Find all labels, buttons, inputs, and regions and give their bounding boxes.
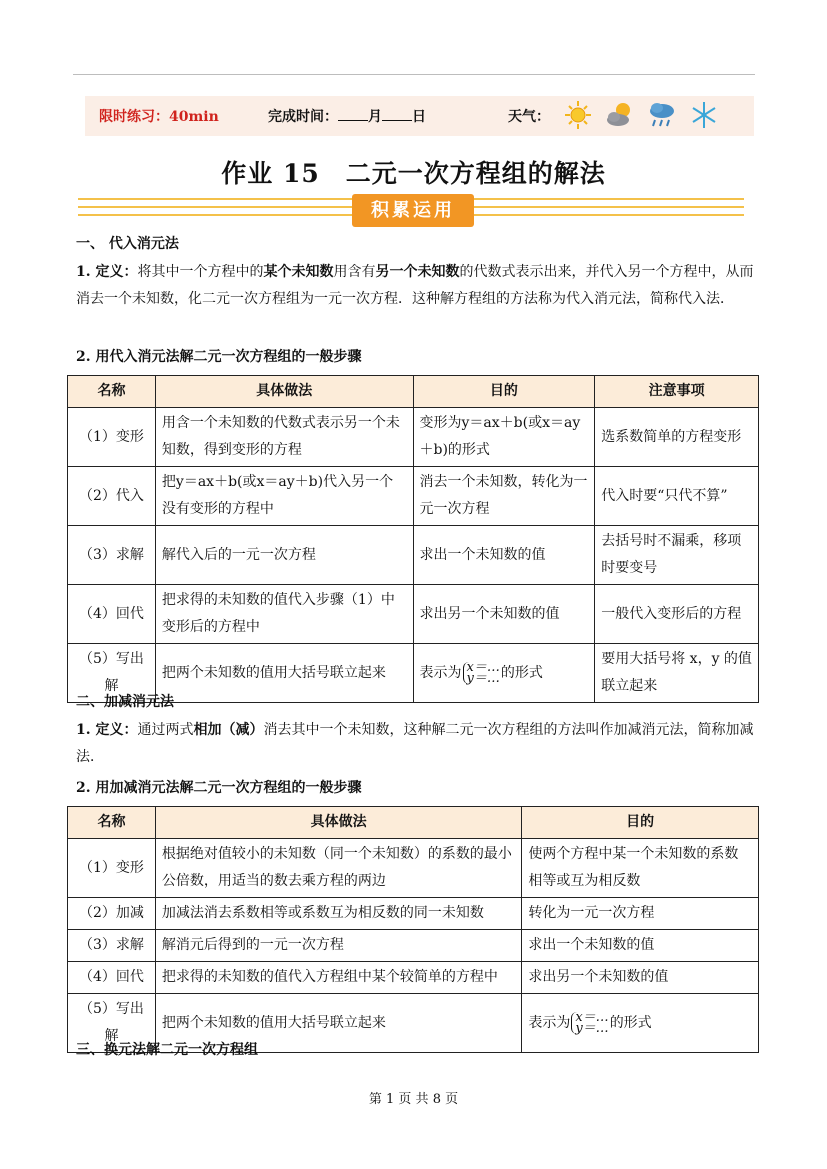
brace-system: x＝… y＝… xyxy=(571,1012,608,1034)
table-header-row: 名称 具体做法 目的 注意事项 xyxy=(68,376,759,408)
table-row: （2）加减 加减法消去系数相等或系数互为相反数的同一未知数 转化为一元一次方程 xyxy=(68,898,759,930)
month-blank xyxy=(338,106,368,121)
partly-cloudy-icon xyxy=(604,98,636,132)
solution-form-cell: 表示为 x＝… y＝…的形式 xyxy=(413,644,595,703)
sunny-icon xyxy=(562,98,594,132)
table-row: （3）求解 解代入后的一元一次方程 求出一个未知数的值 去括号时不漏乘，移项时要变号 xyxy=(68,526,759,585)
substitution-steps-table xyxy=(67,375,759,703)
page-footer: 第 1 页 共 8 页 xyxy=(368,1092,459,1107)
time-limit: 限时练习：40min xyxy=(99,109,219,125)
weather-label: 天气： xyxy=(508,109,550,125)
table-row: （1）变形 根据绝对值较小的未知数（同一个未知数）的系数的最小公倍数，用适当的数去乘方程的两边 使两个方程中某一个未知数的系数相等或互为相反数 xyxy=(68,839,759,898)
table-row: （4）回代 把求得的未知数的值代入步骤（1）中变形后的方程中 求出另一个未知数的值 一般代入变形后的方程 xyxy=(68,585,759,644)
section1-definition: 1. 定义：将其中一个方程中的某个未知数用含有另一个未知数的代数式表示出来，并代入另一个方程中，从而消去一个未知数，化二元一次方程组为一元一次方程．这种解方程组的方法称为代入消元法，简称代入法． xyxy=(76,264,754,307)
page-title: 作业 15 二元一次方程组的解法 xyxy=(221,159,606,188)
day-blank xyxy=(382,106,412,121)
snowflake-icon xyxy=(688,98,720,132)
table-row: （5）写出解 把两个未知数的值用大括号联立起来 表示为 x＝… y＝…的形式 xyxy=(68,994,759,1053)
section1-heading: 一、 代入消元法 xyxy=(76,236,179,252)
table-header-row: 名称 具体做法 目的 xyxy=(68,807,759,839)
top-rule xyxy=(73,74,755,75)
practice-banner xyxy=(85,96,754,136)
section2-definition: 1. 定义：通过两式相加（减）消去其中一个未知数，这种解二元一次方程组的方法叫作加减消元法，简称加减法． xyxy=(76,722,754,765)
table-row: （2）代入 把y＝ax＋b(或x＝ay＋b)代入另一个没有变形的方程中 消去一个未知数，转化为一元一次方程 代入时要“只代不算” xyxy=(68,467,759,526)
section-badge: 积累运用 xyxy=(352,194,474,227)
section2-heading: 二、加减消元法 xyxy=(76,694,174,710)
completion-time: 完成时间： 月 日 xyxy=(268,106,426,126)
table-row: （3）求解 解消元后得到的一元一次方程 求出一个未知数的值 xyxy=(68,930,759,962)
section3-heading: 三、换元法解二元一次方程组 xyxy=(76,1042,258,1058)
table-row: （1）变形 用含一个未知数的代数式表示另一个未知数，得到变形的方程 变形为y＝ax＋b(或x＝ay＋b)的形式 选系数简单的方程变形 xyxy=(68,408,759,467)
table-row: （5）写出解 把两个未知数的值用大括号联立起来 表示为 x＝… y＝…的形式 要用大括号将 x，y 的值联立起来 xyxy=(68,644,759,703)
section2-steps-heading: 2. 用加减消元法解二元一次方程组的一般步骤 xyxy=(76,780,362,796)
section1-steps-heading: 2. 用代入消元法解二元一次方程组的一般步骤 xyxy=(76,349,362,365)
elimination-steps-table xyxy=(67,806,759,1053)
brace-system: x＝… y＝… xyxy=(463,662,500,684)
weather-icons xyxy=(562,98,720,132)
table-row: （4）回代 把求得的未知数的值代入方程组中某个较简单的方程中 求出另一个未知数的值 xyxy=(68,962,759,994)
rain-cloud-icon xyxy=(646,98,678,132)
solution-form-cell: 表示为 x＝… y＝…的形式 xyxy=(522,994,759,1053)
